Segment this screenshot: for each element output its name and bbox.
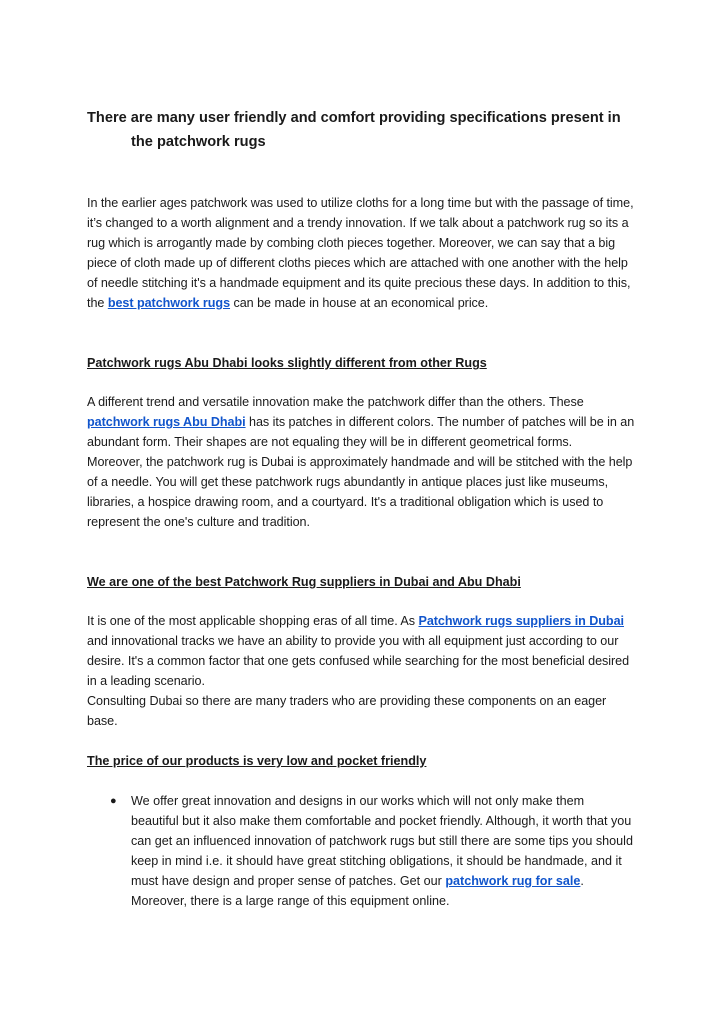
bullet-text-end: . Moreover, there is a large range of this equipment online. — [131, 874, 584, 908]
list-item — [87, 791, 635, 911]
abu-dhabi-paragraph — [87, 392, 635, 532]
suppliers-text: It is one of the most applicable shopping eras of all time. As — [87, 614, 419, 628]
section-heading-suppliers: We are one of the best Patchwork Rug suppliers in Dubai and Abu Dhabi — [87, 575, 521, 589]
suppliers-paragraph — [87, 611, 635, 731]
suppliers-text-end: and innovational tracks we have an ability to provide you with all equipment just according to our desire. It's a common factor that one gets confused while searching for the most beneficial desired in a leading scenario. — [87, 634, 630, 688]
price-bullet-list — [87, 791, 635, 911]
suppliers-text-2: Consulting Dubai so there are many traders who are providing these components on an eager base. — [87, 694, 607, 728]
best-patchwork-rugs-link[interactable]: best patchwork rugs — [107, 296, 231, 310]
bullet-text: We offer great innovation and designs in our works which will not only make them beautiful but it also make them comfortable and pocket friendly. Although, it worth that you can get an influenced innovation of patchwork rugs but still there are some tips you should keep in mind i.e. it should have great stitching obligations, it should be handmade, and it must have design and proper sense of patches. Get our — [131, 794, 633, 888]
title-line-2: the patchwork rugs — [131, 134, 266, 150]
patchwork-rug-for-sale-link[interactable]: patchwork rug for sale — [445, 874, 581, 888]
abu-dhabi-text-2: Moreover, the patchwork rug is Dubai is approximately handmade and will be stitched with the help of a needle. You will get these patchwork rugs abundantly in antique places just like museums, libraries, a hospice drawing room, and a courtyard. It's a traditional obligation which is used to represent the one's culture and tradition. — [87, 455, 633, 529]
abu-dhabi-text: A different trend and versatile innovation make the patchwork differ than the others. These — [87, 395, 584, 409]
intro-text-end: can be made in house at an economical price. — [230, 296, 489, 310]
bullet-icon: ● — [110, 795, 117, 807]
document-title — [87, 106, 647, 154]
section-heading-price: The price of our products is very low and pocket friendly — [87, 754, 427, 768]
section-heading-abu-dhabi: Patchwork rugs Abu Dhabi looks slightly different from other Rugs — [87, 356, 487, 370]
intro-text: In the earlier ages patchwork was used to utilize cloths for a long time but with the passage of time, it’s changed to a worth alignment and a trendy innovation. If we talk about a patchwork rug so its a rug which is arrogantly made by combing cloth pieces together. Moreover, we can say that a big piece of cloth made up of different cloths pieces which are attached with one another with the help of needle stitching it's a handmade equipment and its quite precious these days. In addition to this, the — [87, 196, 634, 310]
title-line-1: There are many user friendly and comfort providing specifications present in — [87, 110, 621, 126]
patchwork-rugs-suppliers-link[interactable]: Patchwork rugs suppliers in Dubai — [418, 614, 624, 628]
intro-paragraph — [87, 193, 635, 313]
abu-dhabi-text-end: has its patches in different colors. The number of patches will be in an abundant form. Their shapes are not equaling they will be in different geometrical forms. — [87, 415, 635, 449]
patchwork-rugs-abu-dhabi-link[interactable]: patchwork rugs Abu Dhabi — [87, 415, 246, 429]
